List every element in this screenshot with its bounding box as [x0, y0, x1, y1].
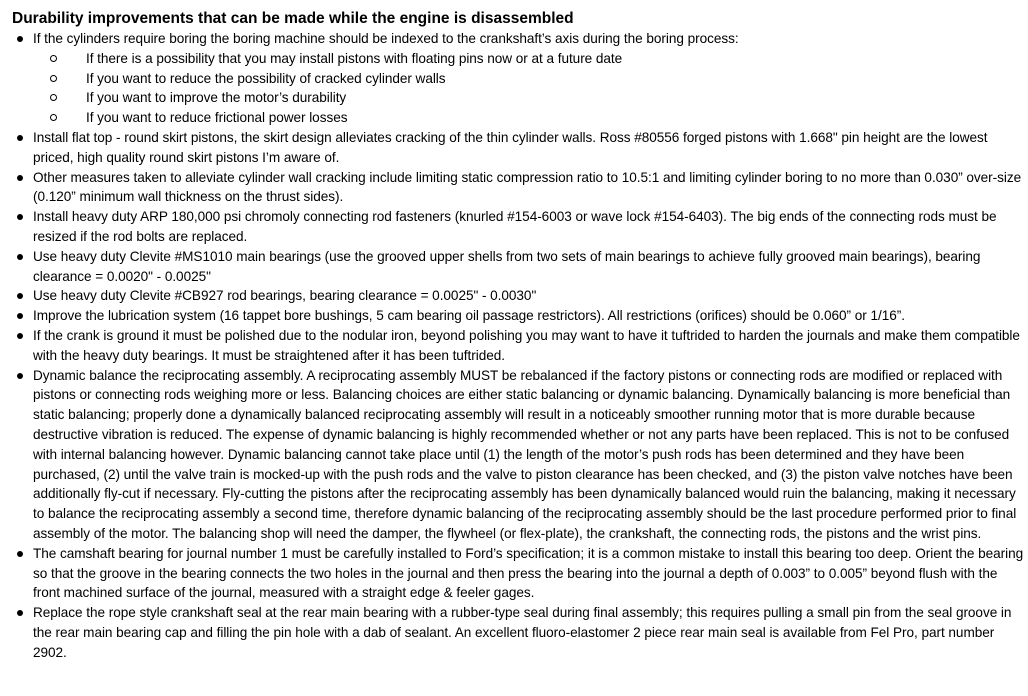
list-item — [12, 603, 1028, 662]
sub-list-item: If you want to reduce the possibility of cracked cylinder walls — [50, 69, 1028, 89]
list-item — [12, 544, 1028, 603]
sub-bullet-list — [33, 49, 1028, 128]
sub-list-item: If you want to reduce frictional power losses — [50, 108, 1028, 128]
list-item — [12, 207, 1028, 247]
sub-list-item: If you want to improve the motor’s durability — [50, 88, 1028, 108]
list-item — [12, 128, 1028, 168]
list-item-text: Use heavy duty Clevite #MS1010 main bearings (use the grooved upper shells from two sets of main bearings to achieve fully grooved main bearings), bearing clearance = 0.0020" - 0.0025" — [33, 248, 981, 284]
list-item-text: The camshaft bearing for journal number 1 must be carefully installed to Ford’s specification; it is a common mistake to install this bearing too deep. Orient the bearing so that the groove in the bearing connects the two holes in the journal and then press the bearing into the journal a depth of 0.003” to 0.005” beyond flush with the front machined surface of the journal, measured with a straight edge & feeler gages. — [33, 545, 1024, 601]
list-item-text: If the cylinders require boring the boring machine should be indexed to the crankshaft’s axis during the boring process: — [33, 31, 739, 46]
list-item — [12, 286, 1028, 306]
list-item-text: Install flat top - round skirt pistons, the skirt design alleviates cracking of the thin cylinder walls. Ross #80556 forged pistons with 1.668" pin height are the lowest priced, high quality round skirt pistons I’m aware of. — [33, 129, 988, 165]
bullet-list — [12, 29, 1028, 663]
list-item — [12, 366, 1028, 544]
list-item-text: If the crank is ground it must be polished due to the nodular iron, beyond polishing you may want to have it tuftrided to harden the journals and make them compatible with the heavy duty bearings. It must be straightened after it has been tuftrided. — [33, 327, 1020, 363]
list-item — [12, 306, 1028, 326]
list-item-text: Other measures taken to alleviate cylinder wall cracking include limiting static compression ratio to 10.5:1 and limiting cylinder boring to no more than 0.030” over-size (0.120” minimum wall thickness on the thrust sides). — [33, 169, 1022, 205]
list-item-text: Use heavy duty Clevite #CB927 rod bearings, bearing clearance = 0.0025" - 0.0030" — [33, 288, 537, 304]
list-item — [12, 168, 1028, 208]
document-title: Durability improvements that can be made while the engine is disassembled — [12, 10, 574, 27]
list-item-text: Improve the lubrication system (16 tappet bore bushings, 5 cam bearing oil passage restrictors). All restrictions (orifices) should be 0.060” or 1/16”. — [33, 308, 905, 324]
list-item-text: Dynamic balance the reciprocating assembly. A reciprocating assembly MUST be rebalanced if the factory pistons or connecting rods are modified or replaced with pistons or connecting rods weighing more or less. Balancing choices are either static balancing or dynamic balancing. Dynamically balancing is more beneficial than static balancing; properly done a dynamically balanced reciprocating assembly will result in a noticeably smoother running motor that is more durable because destructive vibration is reduced. The expense of dynamic balancing is highly recommended whether or not any parts have been replaced. This is not to be confused with internal balancing however. Dynamic balancing cannot take place until (1) the length of the motor’s push rods has been determined and they have been purchased, (2) until the valve train is mocked-up with the push rods and the valve to piston clearance has been checked, and (3) the piston valve notches have been additionally fly-cut if necessary. Fly-cutting the pistons after the reciprocating assembly has been dynamically balanced would ruin the balancing, making it necessary to balance the reciprocating assembly a second time, therefore dynamic balancing of the reciprocating assembly should be the last procedure performed prior to final assembly of the motor. The balancing shop will need the damper, the flywheel (or flex-plate), the crankshaft, the connecting rods, the pistons and the wrist pins. — [33, 367, 1017, 541]
sub-list-item: If there is a possibility that you may install pistons with floating pins now or at a future date — [50, 49, 1028, 69]
list-item-text: Install heavy duty ARP 180,000 psi chromoly connecting rod fasteners (knurled #154-6003 or wave lock #154-6403). The big ends of the connecting rods must be resized if the rod bolts are replaced. — [33, 209, 997, 244]
list-item — [12, 247, 1028, 287]
list-item — [12, 326, 1028, 366]
list-item — [12, 29, 1028, 128]
list-item-text: Replace the rope style crankshaft seal at the rear main bearing with a rubber-type seal during final assembly; this requires pulling a small pin from the seal groove in the rear main bearing cap and filling the pin hole with a dab of sealant. An excellent fluoro-elastomer 2 piece rear main seal is available from Fel Pro, part number 2902. — [33, 605, 1012, 660]
